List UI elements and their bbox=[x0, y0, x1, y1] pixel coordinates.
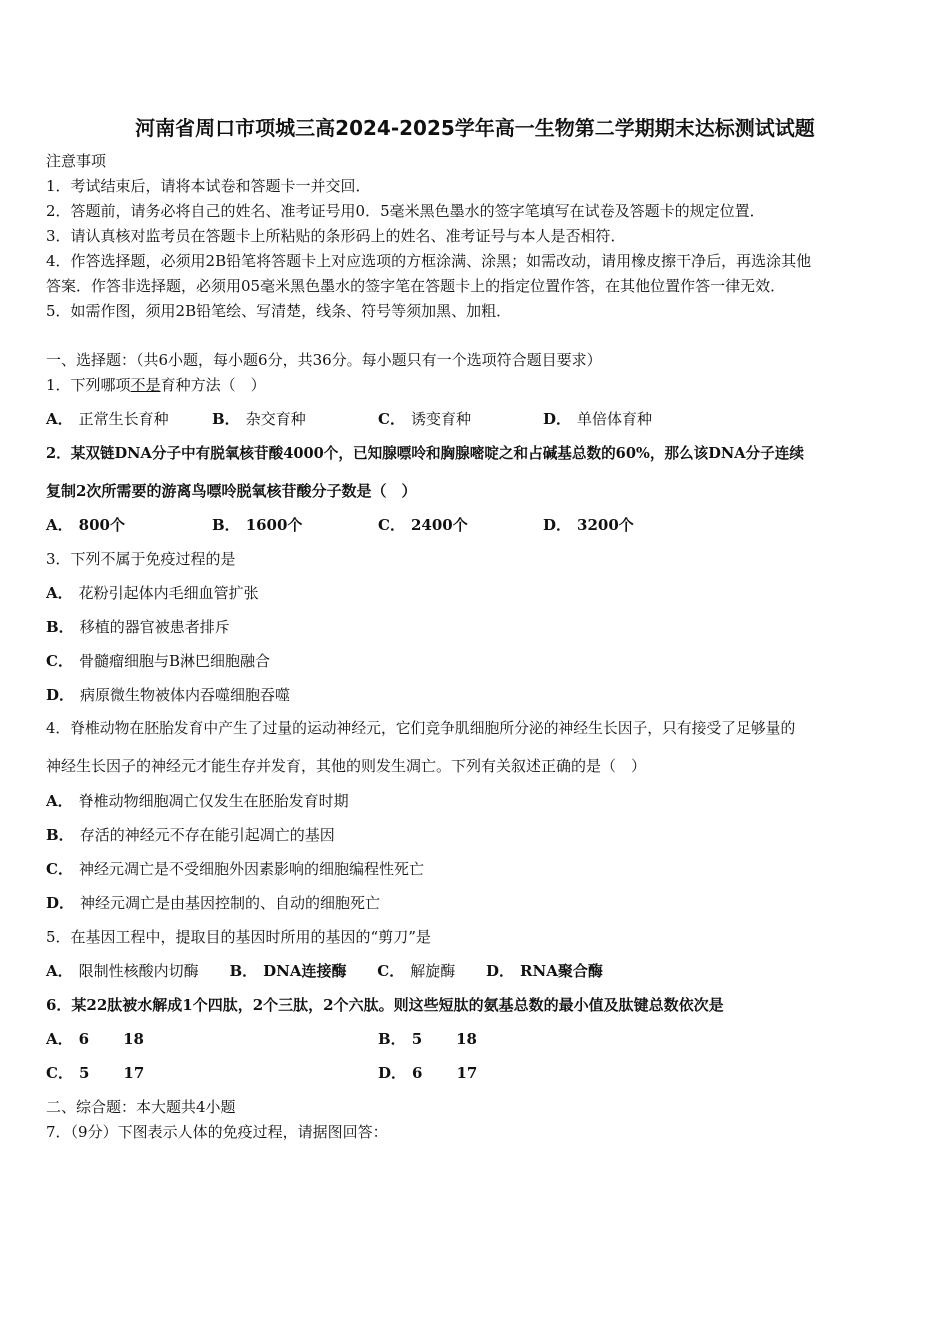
option-text: 病原微生物被体内吞噬细胞吞噬 bbox=[80, 686, 291, 704]
notice-item: 1．考试结束后，请将本试卷和答题卡一并交回． bbox=[46, 177, 371, 195]
q5-option-a[interactable] bbox=[46, 962, 199, 980]
q4-option-b[interactable] bbox=[46, 825, 335, 845]
option-text: 正常生长育种 bbox=[78, 410, 169, 428]
q5-option-c[interactable] bbox=[377, 962, 455, 980]
option-value-a: 6 bbox=[412, 1064, 423, 1082]
q2-option-a[interactable] bbox=[46, 515, 125, 535]
question-5-stem: 5．在基因工程中，提取目的基因时所用的基因的“剪刀”是 bbox=[46, 928, 431, 946]
option-text: 存活的神经元不存在能引起凋亡的基因 bbox=[79, 826, 335, 844]
question-2-line1: 2．某双链DNA分子中有脱氧核苷酸4000个，已知腺嘌呤和胸腺嘧啶之和占碱基总数的60%，那么该DNA分子连续 bbox=[46, 445, 804, 462]
option-value-a: 6 bbox=[78, 1030, 90, 1048]
q1-option-d[interactable] bbox=[543, 409, 652, 429]
notice-item: 2．答题前，请务必将自己的姓名、准考证号用0．5毫米黑色墨水的签字笔填写在试卷及答题卡的规定位置． bbox=[46, 202, 765, 220]
option-label: A． bbox=[46, 516, 73, 534]
option-label: C． bbox=[46, 1064, 73, 1082]
q6-option-c[interactable] bbox=[46, 1063, 144, 1083]
option-label: A． bbox=[46, 962, 73, 980]
q6-option-a[interactable] bbox=[46, 1029, 144, 1049]
q3-option-c[interactable] bbox=[46, 651, 270, 671]
option-text: 800个 bbox=[78, 516, 125, 534]
q5-options-row bbox=[46, 961, 603, 981]
q2-option-c[interactable] bbox=[378, 515, 468, 535]
q1-option-b[interactable] bbox=[212, 409, 306, 429]
option-text: 2400个 bbox=[410, 516, 468, 534]
q3-option-b[interactable] bbox=[46, 617, 230, 637]
section1-heading: 一、选择题：（共6小题，每小题6分，共36分。每小题只有一个选项符合题目要求） bbox=[46, 351, 602, 369]
q2-option-b[interactable] bbox=[212, 515, 302, 535]
option-label: A． bbox=[46, 792, 73, 810]
option-value-b: 18 bbox=[456, 1030, 477, 1048]
option-text: DNA连接酶 bbox=[263, 962, 347, 980]
option-text: 限制性核酸内切酶 bbox=[78, 962, 199, 980]
q4-option-c[interactable] bbox=[46, 859, 424, 879]
q1-option-c[interactable] bbox=[378, 409, 471, 429]
q3-option-d[interactable] bbox=[46, 685, 290, 705]
q1-underlined: 不是 bbox=[130, 376, 161, 394]
question-4-line2: 神经生长因子的神经元才能生存并发育，其他的则发生凋亡。下列有关叙述正确的是（ ） bbox=[46, 757, 647, 775]
option-value-b: 17 bbox=[123, 1064, 145, 1082]
q1-post: 育种方法（ ） bbox=[160, 376, 266, 394]
option-value-a: 5 bbox=[411, 1030, 423, 1048]
q5-option-d[interactable] bbox=[486, 962, 603, 980]
option-text: 神经元凋亡是由基因控制的、自动的细胞死亡 bbox=[80, 894, 381, 912]
option-text: 骨髓瘤细胞与B淋巴细胞融合 bbox=[78, 652, 270, 670]
q6-option-d[interactable] bbox=[378, 1063, 477, 1083]
q5-option-b[interactable] bbox=[229, 962, 346, 980]
notice-item: 4．作答选择题，必须用2B铅笔将答题卡上对应选项的方框涂满、涂黑；如需改动，请用橡皮擦干净后，再选涂其他 bbox=[46, 252, 812, 270]
option-label: D． bbox=[46, 894, 75, 912]
question-7-stem: 7．（9分）下图表示人体的免疫过程，请据图回答： bbox=[46, 1123, 388, 1141]
option-label: B． bbox=[229, 962, 258, 980]
section2-heading: 二、综合题：本大题共4小题 bbox=[46, 1098, 236, 1116]
option-label: C． bbox=[46, 652, 73, 670]
notice-item: 3．请认真核对监考员在答题卡上所粘贴的条形码上的姓名、准考证号与本人是否相符． bbox=[46, 227, 626, 245]
q1-option-a[interactable] bbox=[46, 409, 169, 429]
option-text: 单倍体育种 bbox=[577, 410, 653, 428]
option-label: D． bbox=[46, 686, 75, 704]
option-label: A． bbox=[46, 1030, 73, 1048]
option-text: 移植的器官被患者排斥 bbox=[79, 618, 230, 636]
option-label: B． bbox=[46, 618, 74, 636]
question-1-stem bbox=[46, 375, 266, 395]
option-label: C． bbox=[378, 516, 405, 534]
q4-option-d[interactable] bbox=[46, 893, 380, 913]
notice-item: 5．如需作图，须用2B铅笔绘、写清楚，线条、符号等须加黑、加粗． bbox=[46, 302, 512, 320]
option-label: B． bbox=[46, 826, 74, 844]
option-text: 3200个 bbox=[577, 516, 634, 534]
q3-option-a[interactable] bbox=[46, 583, 259, 603]
option-label: A． bbox=[46, 410, 73, 428]
q1-pre: 1．下列哪项 bbox=[46, 376, 131, 394]
option-label: B． bbox=[212, 516, 240, 534]
notice-item: 答案．作答非选择题，必须用05毫米黑色墨水的签字笔在答题卡上的指定位置作答，在其他位置作答一律无效． bbox=[46, 277, 786, 295]
option-label: D． bbox=[486, 962, 515, 980]
option-label: D． bbox=[378, 1064, 407, 1082]
option-text: 脊椎动物细胞凋亡仅发生在胚胎发育时期 bbox=[78, 792, 349, 810]
q2-option-d[interactable] bbox=[543, 515, 634, 535]
option-label: B． bbox=[212, 410, 240, 428]
question-6-stem: 6．某22肽被水解成1个四肽，2个三肽，2个六肽。则这些短肽的氨基总数的最小值及肽键总数依次是 bbox=[46, 996, 724, 1014]
question-2-line2: 复制2次所需要的游离鸟嘌呤脱氧核苷酸分子数是（ ） bbox=[46, 482, 417, 500]
option-text: 1600个 bbox=[245, 516, 303, 534]
option-text: 解旋酶 bbox=[410, 962, 456, 980]
option-text: RNA聚合酶 bbox=[520, 962, 603, 980]
option-label: C． bbox=[378, 410, 405, 428]
option-value-b: 18 bbox=[123, 1030, 144, 1048]
option-text: 神经元凋亡是不受细胞外因素影响的细胞编程性死亡 bbox=[78, 860, 424, 878]
option-text: 花粉引起体内毛细血管扩张 bbox=[78, 584, 259, 602]
option-text: 诱变育种 bbox=[410, 410, 471, 428]
option-value-a: 5 bbox=[78, 1064, 90, 1082]
question-4-line1: 4．脊椎动物在胚胎发育中产生了过量的运动神经元，它们竞争肌细胞所分泌的神经生长因子，只有接受了足够量的 bbox=[46, 720, 796, 737]
q6-option-b[interactable] bbox=[378, 1029, 477, 1049]
page-title: 河南省周口市项城三高2024-2025学年高一生物第二学期期末达标测试试题 bbox=[135, 116, 815, 140]
option-label: C． bbox=[377, 962, 405, 980]
option-label: D． bbox=[543, 516, 572, 534]
option-label: C． bbox=[46, 860, 73, 878]
option-label: D． bbox=[543, 410, 572, 428]
option-label: B． bbox=[378, 1030, 406, 1048]
notice-heading: 注意事项 bbox=[46, 152, 107, 170]
option-text: 杂交育种 bbox=[245, 410, 306, 428]
option-label: A． bbox=[46, 584, 73, 602]
q4-option-a[interactable] bbox=[46, 791, 349, 811]
option-value-b: 17 bbox=[456, 1064, 478, 1082]
question-3-stem: 3．下列不属于免疫过程的是 bbox=[46, 550, 236, 568]
